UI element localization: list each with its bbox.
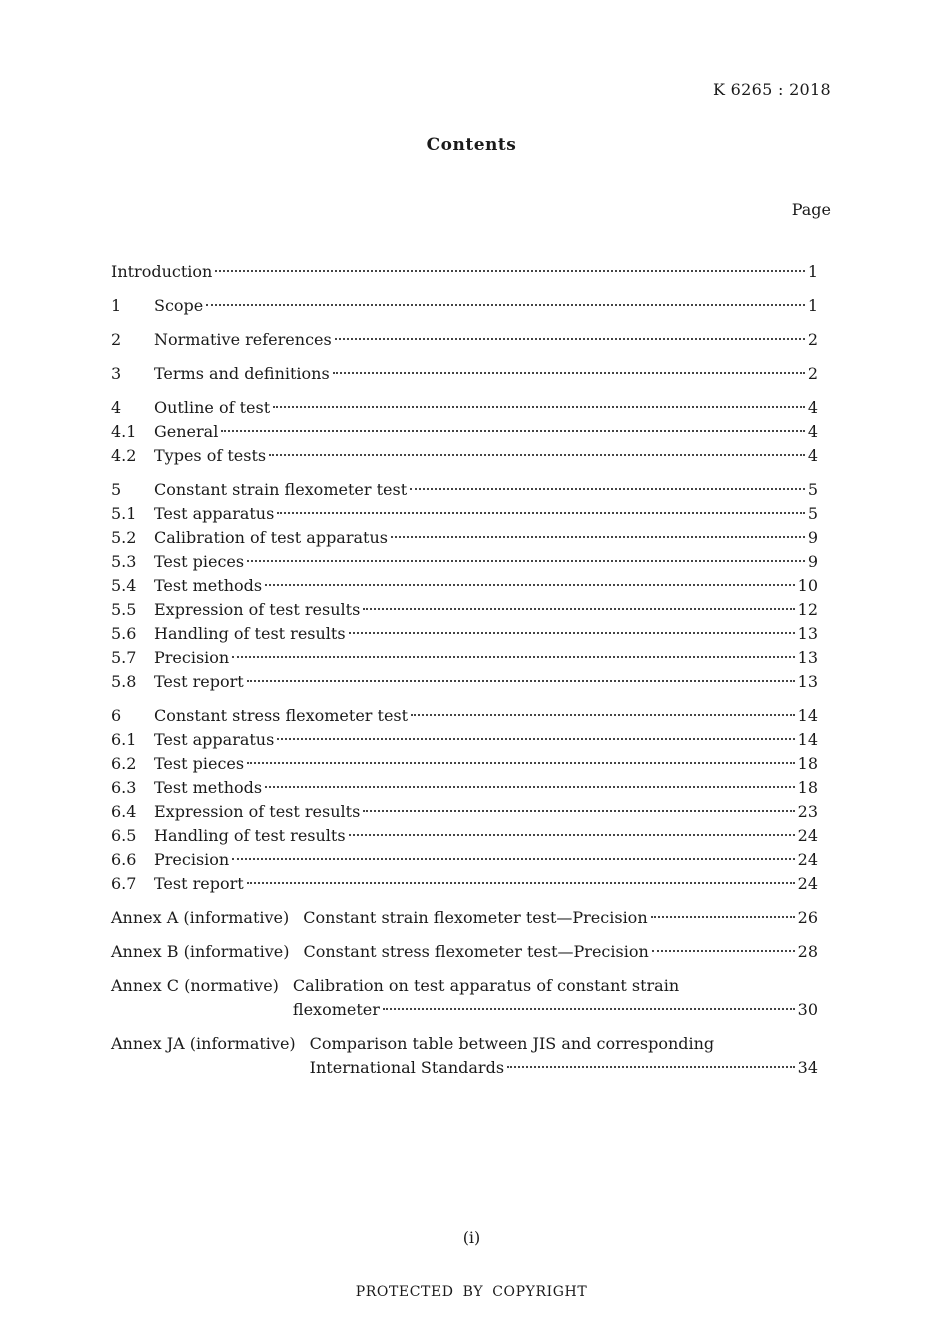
toc-entry-page: 1	[807, 262, 818, 281]
toc-entry[interactable]	[111, 622, 818, 646]
toc-entry-page: 13	[797, 624, 818, 643]
dot-leader	[247, 560, 805, 562]
toc-entry-page: 5	[807, 480, 818, 499]
toc-entry-number: 4.2	[111, 446, 137, 465]
dot-leader	[651, 916, 795, 918]
toc-entry[interactable]	[111, 598, 818, 622]
annex-title-block	[310, 1032, 818, 1080]
dot-leader	[349, 632, 795, 634]
page-number: (i)	[462, 1228, 481, 1247]
dot-leader	[335, 338, 805, 340]
annex-title-block	[303, 906, 818, 930]
toc-entry-title: Test methods	[154, 778, 263, 797]
dot-leader	[363, 608, 794, 610]
toc-entry[interactable]	[111, 328, 818, 352]
toc-entry-page: 5	[807, 504, 818, 523]
toc-entry[interactable]	[111, 646, 818, 670]
annex-title-line	[310, 1056, 818, 1080]
toc-entry[interactable]	[111, 752, 818, 776]
dot-leader	[247, 680, 795, 682]
annex-entry[interactable]	[111, 906, 818, 930]
toc-entry-title: Terms and definitions	[154, 364, 330, 383]
toc-entry-number: 6.5	[111, 826, 137, 845]
toc-entry-page: 9	[807, 528, 818, 547]
toc-entry-page: 24	[797, 850, 818, 869]
toc-entry-number: 2	[111, 330, 122, 349]
toc-entry-page: 2	[807, 364, 818, 383]
annex-page: 30	[797, 1000, 818, 1019]
toc-entry-title: Test report	[154, 874, 244, 893]
toc-entry-number: 6.3	[111, 778, 137, 797]
toc-entry-title: Types of tests	[154, 446, 267, 465]
annex-label: Annex C (normative)	[111, 976, 279, 995]
toc-entry[interactable]	[111, 362, 818, 386]
dot-leader	[232, 656, 794, 658]
toc-entry-page: 23	[797, 802, 818, 821]
toc-entry[interactable]	[111, 294, 818, 318]
annex-title-text: flexometer	[292, 1000, 380, 1019]
dot-leader	[507, 1066, 795, 1068]
toc-entry-title: Constant stress flexometer test	[154, 706, 409, 725]
annex-title-line	[303, 906, 818, 930]
dot-leader	[232, 858, 794, 860]
toc-entry-title: Constant strain flexometer test	[154, 480, 408, 499]
dot-leader	[277, 738, 794, 740]
annex-label: Annex JA (informative)	[111, 1034, 296, 1053]
toc-entry-number: 6.2	[111, 754, 137, 773]
annex-page: 34	[797, 1058, 818, 1077]
dot-leader	[221, 430, 804, 432]
toc-entry[interactable]	[111, 260, 818, 284]
toc-entry[interactable]	[111, 550, 818, 574]
toc-entry-page: 4	[807, 422, 818, 441]
dot-leader	[277, 512, 804, 514]
toc-entry[interactable]	[111, 526, 818, 550]
annex-title-line	[293, 998, 818, 1022]
toc-entry[interactable]	[111, 824, 818, 848]
toc-entry-number: 4.1	[111, 422, 137, 441]
toc-entry-title: Precision	[154, 648, 230, 667]
table-of-contents	[111, 260, 818, 1080]
toc-entry-title: General	[154, 422, 219, 441]
toc-entry-title: Test pieces	[154, 552, 245, 571]
dot-leader	[652, 950, 795, 952]
annex-page: 26	[797, 908, 818, 927]
toc-entry[interactable]	[111, 420, 818, 444]
toc-entry[interactable]	[111, 704, 818, 728]
toc-entry-title: Precision	[154, 850, 230, 869]
dot-leader	[273, 406, 805, 408]
annex-title-text: International Standards	[309, 1058, 505, 1077]
toc-entry-number: 5.7	[111, 648, 137, 667]
dot-leader	[349, 834, 795, 836]
toc-entry-number: 5.6	[111, 624, 137, 643]
toc-entry-page: 1	[807, 296, 818, 315]
toc-entry-number: 1	[111, 296, 122, 315]
toc-entry-title: Test apparatus	[154, 730, 275, 749]
toc-entry[interactable]	[111, 728, 818, 752]
toc-entry-number: 6.6	[111, 850, 137, 869]
toc-entry-number: 6	[111, 706, 122, 725]
toc-entry-page: 14	[797, 730, 818, 749]
toc-entry-page: 18	[797, 754, 818, 773]
annex-title-block	[293, 974, 818, 1022]
toc-entry-page: 4	[807, 398, 818, 417]
dot-leader	[410, 488, 805, 490]
toc-entry-number: 6.1	[111, 730, 137, 749]
dot-leader	[206, 304, 805, 306]
toc-entry-title: Normative references	[154, 330, 332, 349]
toc-entry-page: 14	[797, 706, 818, 725]
toc-entry-number: 5	[111, 480, 122, 499]
toc-entry-title: Test methods	[154, 576, 263, 595]
copyright-notice: PROTECTED BY COPYRIGHT	[355, 1284, 588, 1300]
dot-leader	[265, 786, 795, 788]
toc-entry-page: 4	[807, 446, 818, 465]
toc-entry-title: Test apparatus	[154, 504, 275, 523]
annex-entry[interactable]	[111, 974, 818, 1022]
annex-entry[interactable]	[111, 940, 818, 964]
toc-entry[interactable]	[111, 502, 818, 526]
toc-entry-page: 13	[797, 672, 818, 691]
toc-entry[interactable]	[111, 574, 818, 598]
annex-title-text: Constant stress flexometer test—Precision	[303, 942, 649, 961]
annex-entry[interactable]	[111, 1032, 818, 1080]
dot-leader	[265, 584, 795, 586]
document-id: K 6265 : 2018	[713, 80, 831, 99]
toc-entry-number: 6.7	[111, 874, 137, 893]
toc-entry-title: Calibration of test apparatus	[154, 528, 388, 547]
toc-entry-number: 5.4	[111, 576, 137, 595]
dot-leader	[333, 372, 805, 374]
toc-entry-page: 9	[807, 552, 818, 571]
toc-entry-number: 5.1	[111, 504, 137, 523]
toc-entry-number: 5.3	[111, 552, 137, 571]
toc-entry[interactable]	[111, 848, 818, 872]
toc-entry[interactable]	[111, 444, 818, 468]
dot-leader	[411, 714, 795, 716]
annex-page: 28	[797, 942, 818, 961]
toc-entry-title: Introduction	[111, 262, 213, 281]
toc-entry-title: Expression of test results	[154, 600, 361, 619]
annex-title-line	[303, 940, 818, 964]
annex-title-line: Calibration on test apparatus of constant strain	[292, 976, 680, 995]
annex-title-block	[303, 940, 818, 964]
toc-entry-page: 10	[797, 576, 818, 595]
dot-leader	[215, 270, 804, 272]
toc-entry-title: Test pieces	[154, 754, 245, 773]
toc-entry-title: Outline of test	[154, 398, 271, 417]
toc-entry[interactable]	[111, 670, 818, 694]
toc-entry-number: 5.5	[111, 600, 137, 619]
annex-title-text: Constant strain flexometer test—Precision	[303, 908, 648, 927]
page-column-label: Page	[791, 200, 831, 219]
toc-entry-page: 24	[797, 826, 818, 845]
toc-entry-page: 13	[797, 648, 818, 667]
toc-entry-page: 12	[797, 600, 818, 619]
annex-label: Annex B (informative)	[111, 942, 290, 961]
annex-label: Annex A (informative)	[111, 908, 290, 927]
toc-entry-title: Test report	[154, 672, 244, 691]
page-title: Contents	[426, 135, 517, 155]
toc-entry[interactable]	[111, 396, 818, 420]
toc-entry-title: Handling of test results	[154, 826, 346, 845]
dot-leader	[363, 810, 794, 812]
dot-leader	[247, 882, 795, 884]
toc-entry-title: Handling of test results	[154, 624, 346, 643]
dot-leader	[269, 454, 805, 456]
dot-leader	[391, 536, 805, 538]
toc-entry-number: 5.8	[111, 672, 137, 691]
toc-entry-page: 2	[807, 330, 818, 349]
dot-leader	[383, 1008, 795, 1010]
toc-entry[interactable]	[111, 478, 818, 502]
toc-entry[interactable]	[111, 800, 818, 824]
dot-leader	[247, 762, 795, 764]
toc-entry-number: 5.2	[111, 528, 137, 547]
toc-entry-number: 4	[111, 398, 122, 417]
toc-entry-page: 24	[797, 874, 818, 893]
toc-entry-page: 18	[797, 778, 818, 797]
toc-entry[interactable]	[111, 776, 818, 800]
toc-entry-title: Scope	[154, 296, 204, 315]
annex-title-line: Comparison table between JIS and corresponding	[309, 1034, 715, 1053]
toc-entry-title: Expression of test results	[154, 802, 361, 821]
toc-entry[interactable]	[111, 872, 818, 896]
toc-entry-number: 3	[111, 364, 122, 383]
toc-entry-number: 6.4	[111, 802, 137, 821]
